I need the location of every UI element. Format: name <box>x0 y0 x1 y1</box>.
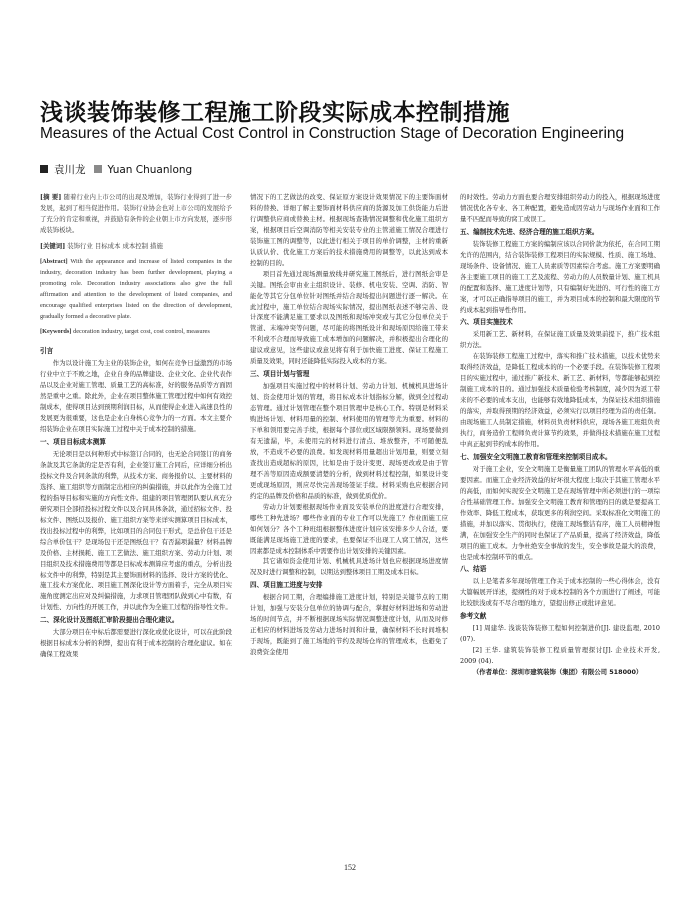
paragraph: 加强项目实施过程中的材料计划、劳动力计划、机械机具进场计划、资金使用计划的管理，将目标成本计划指标分解，做到全过程动态管理。通过计划管理在整个项目管理中是核心工作。特别是材料采购进场计划、材料用量的控制、材料使用的管理等尤为重要。材料的下单和领用要完善手续，根据每个部位或区域限额领料。现场要做到有无遗漏，毕，未使用完的材料进行清点、堆放整齐，不可随便乱放，不造成不必要的浪费。如发现材料用量超出计划用量，则要立刻查找出造成超标的原因，比如是由于设计变更、现场更改或是由于管理不善等原因造成额要清楚的分析，做到材料过程控制，如果设计变更或现场原因，则应尽快完善现场签证手续。材料采购也应根据合同约定的品牌及价格和品质的标准，做到优质优价。 <box>250 382 448 500</box>
article-title-en: Measures of the Actual Cost Control in Construction Stage of Decoration Engineering <box>40 125 625 142</box>
paragraph: 根据合同工期，合理编排施工进度计划，特别是关键节点的工期计划，加强与安装分包单位的协调与配合，掌握好材料进场和劳动进场的时间节点，并不断根据现场实际情况调整进度计划，从而及时修正相应的材料进场及劳动力进场时间和计量，确保材料不长时间堆积于现场，既能到了施工场地的节约及现场仓库的管理成本，也避免了浪费资金使用 <box>250 593 448 657</box>
keywords-en-text: decoration industry, target cost, cost control, measures <box>73 328 210 336</box>
paragraph: 作为以设计施工为主业的装饰企业，如何在竞争日益激烈的市场行业中立于不败之地，企业自身的品牌建设、企业文化、企业代表作品以及企业对施工管理、质量工艺的高标准，好的服务品质等方面固然是重中之重。除此外，企业在项目整体施工管理过程中如何有效控制成本，使得项目达到预期利润目标，从而使得企业进入高速良性的发展更为很重要，这也是企业自身核心竞争力的一方面。本文主要介绍装饰企业在项目实际施工过程中关于成本控制的措施。 <box>40 359 232 434</box>
author-affiliation: （作者单位：深圳市建筑装饰（集团）有限公司 518000） <box>472 668 643 677</box>
abstract-cn-text: 随着行业内上市公司的出现及增加，装饰行业得到了进一步发展，起到了相当促进作用。装饰行业协会也对上市公司的发展给予了充分的肯定和重视，并鼓励有条件的企业朝上市方向发展，逐步形成装饰板块。 <box>40 193 232 234</box>
section-heading-3: 三、项目计划与管理 <box>250 370 310 379</box>
section-heading-4: 四、项目施工进度与安排 <box>250 581 323 590</box>
paragraph: 以上是笔者多年现场管理工作关于成本控制的一些心得体会，没有大篇幅展开详述，提纲性的对于成本控制的各个方面进行了阐述，可能比较肤浅或有不尽合理的地方，望提出修正或批评意见。 <box>460 577 660 608</box>
abstract-cn-label: [摘 要] <box>40 193 62 201</box>
paragraph: 在装饰装修工程施工过程中，落实和推广技术措施，以技术优势来取得经济效益，是降低工程成本的的一个必要手段。在装饰装修工程项目的实施过程中，通过推广新技术、新工艺、新材料，等都能够起到控制施工成本的目的。通过加强技术质量检验考核制度，减少因为返工带来的不必要的成本支出，也能够有效地降低成本，为保证技术组织措施的落实，并取得预期的经济效益，必须实行以项目经理为首的责任制。由现场施工人员制定措施，材料员负责材料供应，现场各施工班组负责执行，商务造价工程师负责计算节约效果，并做得技术措施在施工过程中真正起到节约成本的作用。 <box>460 352 660 448</box>
abstract-en <box>40 257 232 323</box>
paragraph: 项目首先通过现场测量放线并研究施工图纸后，进行图纸会审是关键。图纸会审由业主组织设计、装修、机电安装、空调、消防、智能化等其它分包单位针对图纸并结合现场提出问题进行逐一解决。在此过程中，施工单位结合现场实际情况，提出图纸表述不够完善、设计深度不能满足施工要求以及图纸和现场冲突或与其它分包单位关于管道、末端冲突等问题，尽可能的将图纸设计和现场原因给施工带来不利或不合理而导致施工成本增加的问题解决，并积极提出合理化的建议或意见，这些建议或意见将有利于加快施工进度、保证工程施工质量及效果，同时还能降低实际投入成本的方案。 <box>250 269 448 366</box>
reference-item: [2] 王华. 建筑装饰装修工程质量管理探讨[J]. 企业技术开发, 2009 (04). <box>460 646 660 666</box>
paragraph: 情况下的工艺做法的改变、保证原方案设计效果情况下的主要饰面材料的替换、详细了解主要饰面材料供应商的货源及加工供货能力后进行调整供应商或替换主材。根据现场查勘情况调整和优化施工组织方案，根据项目后空调消防等相关安装专业的主管道施工情况合理进行装饰施工图的调整等，以此进行相关于项目的单价调整，主材的重新认质认价、优化施工方案后的技术措施费用的调整等，以此达到成本控制的目的。 <box>250 193 448 267</box>
author-name-en: Yuan Chuanlong <box>107 164 193 176</box>
article-title-cn: 浅谈装饰装修工程施工阶段实际成本控制措施 <box>40 100 510 126</box>
keywords-cn <box>40 241 232 252</box>
abstract-cn <box>40 192 232 236</box>
author-marker-grey-icon <box>94 165 102 173</box>
section-heading-8: 八、结语 <box>460 565 487 574</box>
keywords-en <box>40 327 232 338</box>
column-right <box>460 192 660 850</box>
keywords-cn-label: [关键词] <box>40 241 66 250</box>
author-name-cn: 袁川龙 <box>54 164 86 176</box>
section-heading-1: 一、项目目标成本测算 <box>40 438 106 447</box>
abstract-block <box>40 192 232 338</box>
author-marker-icon <box>40 165 48 173</box>
keywords-en-label: [Keywords] <box>40 328 72 336</box>
paragraph: 其它诸如资金使用计划、机械机具进场计划也应根据现场进度情况及时进行调整和控制，以期达到整体项目工期及成本目标。 <box>250 557 448 577</box>
keywords-cn-text: 装饰行业 目标成本 成本控制 措施 <box>67 241 163 250</box>
section-heading-5: 五、编制技术先进、经济合理的施工组织方案。 <box>460 227 599 236</box>
page-number: 152 <box>344 863 356 872</box>
section-heading-7: 七、加强安全文明施工教育和管理来控制项目成本。 <box>460 452 612 461</box>
section-heading-2: 二、深化设计及图纸汇审阶段提出合理化建议。 <box>40 616 179 625</box>
paragraph: 大部分项目在中标后都需要进行深化或优化设计，可以在此阶段根据目标成本分析的利弊，提出有利于成本控制的合理化建议。如在确保工程效果 <box>40 628 232 659</box>
abstract-en-text: With the appearance and increase of listed companies in the industry, decoration industry has been further development, playing a promoting role. Decoration industry associations also give the full affirmation and attention to the development of listed companies, and encourage qualified enterprises listed on the direction of development, gradually formed a decorative plate. <box>40 257 232 320</box>
section-heading-intro: 引言 <box>40 347 54 356</box>
paragraph: 对于施工企业，安全文明施工是衡量施工团队的管理水平高低的重要因素。而施工企业经济效益的好坏很大程度上取决于其施工管理水平的高低，而如何实现安全文明施工是在现场管理中所必须进行的一项综合性基础管理工作。加强安全文明施工教育和管理的目的就是要提高工作效率、降低工程成本，获取更多的利润空间。采取标准化文明施工的措施，并加以落实、贯彻执行，使施工现场整洁有序，施工人员精神饱满，在加强安全生产的同时也保证了产品质量，提高了经济效益，降低项目的施工成本。力争杜绝安全事故的发生，安全事故是最大的浪费，也是成本控制环节的重点。 <box>460 464 660 561</box>
section-heading-6: 六、项目实施技术 <box>460 318 513 327</box>
column-middle <box>250 192 448 850</box>
author-line <box>40 162 192 177</box>
paragraph: 劳动力计划要根据现场作业面及安装单位的进度进行合理安排，哪些工种先进场？哪些作业面的专业工作可以先施工？作业面施工应如何划分？各个工种班组根据整体进度计划应该安排多少人合适，要既能满足现场施工进度的要求，也要保证不出现工人窝工情况，这些因素都是成本控制体系中需要作出计划安排的关键因素。 <box>250 502 448 555</box>
paragraph: 装饰装修工程施工方案的编制应该以合同价款为依托，在合同工期允许的范围内，结合装饰装修工程项目的实际规模、性质、施工场地、现场条件、设备情况、施工人员素质等因素综合考虑。施工方案要明确各主要施工项目的施工工艺及流程、劳动力的人员数量计划、施工机具的配置和选择、施工进度计划等，只有编制好先进的、可行性的施工方案，才可以正确指导项目的施工，并为项目成本的控制和最大限度的节约成本起到指导性作用。 <box>460 239 660 314</box>
paragraph: 无论项目是以何种形式中标签订合同的，也无论合同签订的商务条款及其它条款的定是否有利，企业签订施工合同后，应详细分析出投标文件及合同条款的利弊，从技术方案、商务报价以、主要材料的选择、施工组织等方面制定出相应的纠偏措施，并以此作为全施工过程的指导目标和实施的方向性文件。组建的项目管理团队要认真充分研究项目全部招投标过程文件以及合同具体条款，通过招标文件、投标文件、图纸以及报价、施工组织方案等来详实测算项目目标成本，找出投标过程中的利弊，比如项目的合同包干形式，是总价包干还是综合单价包干？是现场包干还是图纸包干？有否漏项漏量？材料品牌及价格、主材损耗、施工工艺做法、施工组织方案、劳动力计划、项目组织及技术措施费用等都是目标成本测算应考虑的重点，分析出投标文件中的利弊，特别是其主要饰面材料的选择、设计方案的优化、施工技术方案优化、项目施工图深化设计等方面着手，完全从项目实施角度测定出应对及纠偏措施，力求项目管理团队做到心中有数，有计划性、方向性的开展工作，并以此作为全施工过程的指导性文件。 <box>40 450 232 612</box>
reference-item: [1] 周建华. 浅谈装饰装修工程如何控制进价[J]. 建设监理, 2010 (07). <box>460 624 660 644</box>
references-heading: 参考文献 <box>460 612 487 621</box>
paragraph: 采用新工艺、新材料，在保证施工质量及效果前提下，推广技术组织方法。 <box>460 330 660 350</box>
paragraph: 的时效性。劳动力方面也要合理安排组织劳动力的投入，根据现场进度情况优化各专业、各工种配置，避免造成因劳动力与现场作业面和工作量不匹配而导致的窝工或误工。 <box>460 193 660 223</box>
column-left <box>40 192 232 832</box>
abstract-en-label: [Abstract] <box>40 257 68 265</box>
